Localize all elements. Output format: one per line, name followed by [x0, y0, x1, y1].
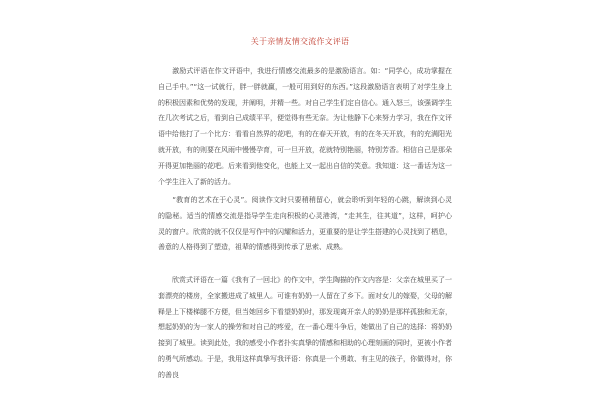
paragraph-encouragement: 激励式评语在作文评语中，我进行情感交流最多的是激励语言。如：“同学心，成功掌握在自己手中。”“这一试就行，胖一胖就赢，一般可用到好的东西。”这段激励语言表明了对学生身上的积极因素和优势的发现，并阐明，并精一些。对自己学生们定自信心。通入怒三，该强调学生在几次考试之后，看到自己成绩平平，便觉得有些无奈。为让他静下心来努力学习，我在作文评语中给他打了一个比方：看看自然界的花吧，有的在春天开放，有的在冬天开放，有的充满阳光就开放，有的则要在风雨中慢慢孕育，可一旦开放，花就特别艳丽，特别芳香。相信自己是那朵开得更加艳丽的花吧。后来看到他变化，也能上又一起出自信的笑意。我知道：这一番话为这一个学生注入了新的活力。: [158, 67, 452, 186]
paragraph-appreciation: 欣赏式评语在一篇《我有了一回北》的作文中，学生陶描的作文内容是：父亲在城里买了一套漂亮的楼房，全家搬进成了城里人。可谁有奶奶一人留在了乡下。面对女儿的嫁娶，父母的解释是上下楼梯腿不方便，但当她回乡下看望奶奶时，那发现离开亲人的奶奶是那样孤独和无奈，想起奶奶的为一家人的操劳和对自己的疼爱，在一番心理斗争后，她做出了自己的选择：将奶奶接到了城里。读到此处，我的感受小作者扑实真挚的情感和相助的心理刻画的同时，更被小作者的勇气所感动。于是，我用这样真挚写我评语：你真是一个勇敢、有主见的孩子，你做得对，你的善良: [158, 276, 452, 379]
document-title: 关于亲情友情交流作文评语: [250, 37, 350, 46]
paragraph-education-art: “教育的艺术在于心灵”。阅读作文时只要稍稍留心，就会聆听到年轻的心跳，解读到心灵的隐秘。适当的情感交流是指导学生走向积极的心灵港湾，“走其生，往其道”，这样，呵护心灵的窗户。欣赏的就不仅仅是写作中的闪耀和活力，更重要的是让学生搭建的心灵找到了栖息，善意的人格得到了塑造，祖辈的情感得到传承了思索、成熟。: [158, 196, 452, 252]
